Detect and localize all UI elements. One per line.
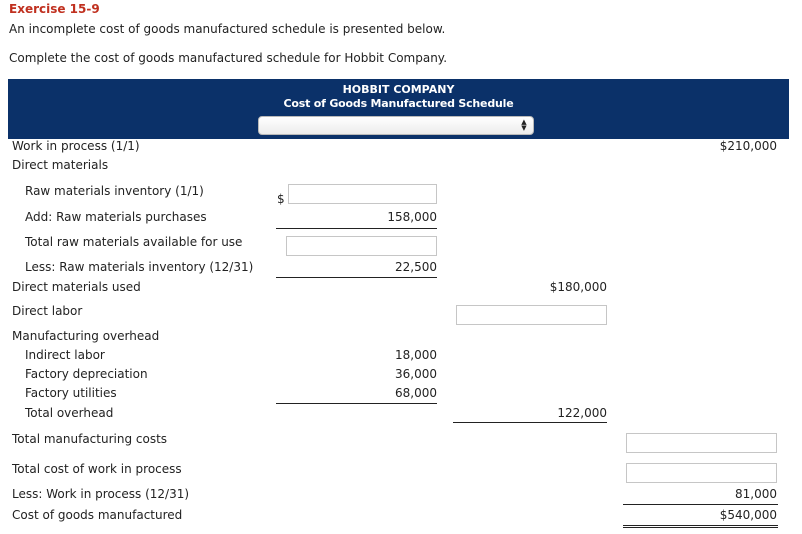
raw-begin-currency: $	[277, 192, 285, 206]
total-wip-label: Total cost of work in process	[12, 462, 182, 476]
factory-depreciation-value: 36,000	[395, 367, 437, 381]
mfg-overhead-label: Manufacturing overhead	[12, 329, 160, 343]
indirect-labor-value: 18,000	[395, 348, 437, 362]
wip-end-underline	[623, 504, 778, 505]
raw-end-value: 22,500	[395, 260, 437, 274]
wip-end-value: 81,000	[735, 487, 777, 501]
instruction-text: Complete the cost of goods manufactured schedule for Hobbit Company.	[9, 51, 448, 65]
factory-depreciation-label: Factory depreciation	[25, 367, 148, 381]
factory-utilities-label: Factory utilities	[25, 386, 117, 400]
wip-begin-label: Work in process (1/1)	[12, 139, 140, 153]
raw-purchases-value: 158,000	[387, 210, 437, 224]
company-name: HOBBIT COMPANY	[342, 83, 455, 96]
direct-labor-label: Direct labor	[12, 304, 83, 318]
total-overhead-underline	[453, 422, 607, 423]
wip-begin-value: $210,000	[719, 139, 777, 153]
cogm-label: Cost of goods manufactured	[12, 508, 183, 522]
exercise-title: Exercise 15-9	[9, 2, 100, 16]
cogm-value: $540,000	[719, 508, 777, 522]
dm-used-value: $180,000	[549, 280, 607, 294]
factory-utilities-underline	[276, 403, 437, 404]
raw-end-underline	[276, 277, 437, 278]
raw-purchases-label: Add: Raw materials purchases	[25, 210, 207, 224]
raw-begin-label: Raw materials inventory (1/1)	[25, 184, 204, 198]
total-mfg-label: Total manufacturing costs	[12, 432, 168, 446]
raw-purchases-underline	[276, 228, 437, 229]
indirect-labor-label: Indirect labor	[25, 348, 105, 362]
total-overhead-label: Total overhead	[25, 406, 114, 420]
dm-used-label: Direct materials used	[12, 280, 141, 294]
raw-begin-input[interactable]	[288, 184, 437, 204]
direct-materials-label: Direct materials	[12, 158, 109, 172]
total-wip-input[interactable]	[626, 463, 777, 483]
direct-labor-input[interactable]	[456, 305, 607, 325]
raw-available-input[interactable]	[286, 236, 437, 256]
wip-end-label: Less: Work in process (12/31)	[12, 487, 190, 501]
schedule-title: Cost of Goods Manufactured Schedule	[283, 97, 514, 110]
cogm-double-underline	[623, 525, 778, 528]
select-arrows-icon: ▲ ▼	[521, 118, 527, 132]
total-overhead-value: 122,000	[557, 406, 607, 420]
raw-end-label: Less: Raw materials inventory (12/31)	[25, 260, 254, 274]
period-select[interactable]	[258, 116, 534, 135]
raw-available-label: Total raw materials available for use	[25, 235, 243, 249]
factory-utilities-value: 68,000	[395, 386, 437, 400]
intro-text: An incomplete cost of goods manufactured schedule is presented below.	[9, 22, 446, 36]
total-mfg-input[interactable]	[626, 433, 777, 453]
